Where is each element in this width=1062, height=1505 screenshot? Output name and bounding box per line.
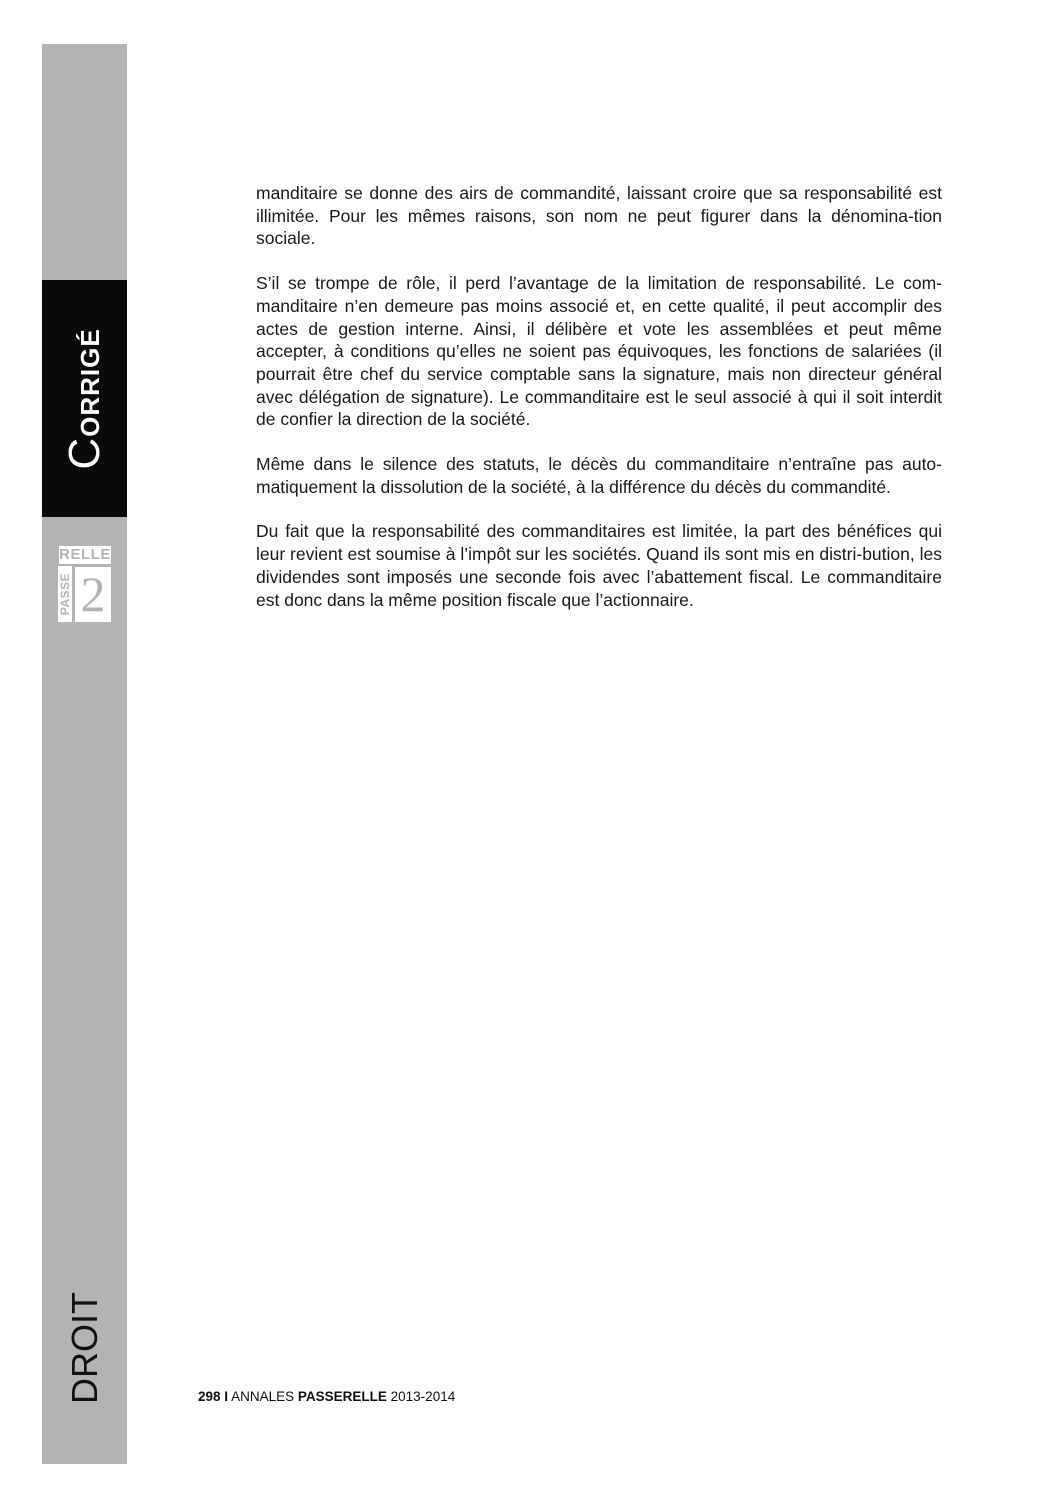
paragraph: manditaire se donne des airs de commandité, laissant croire que sa responsabilité est illimitée. Pour les mêmes raisons, son nom ne peut figurer dans la dénomina-tion sociale. [256,183,942,249]
section-label [59,327,109,470]
section-label-rest: ORRIGÉ [74,327,105,437]
section-tab-corrige [42,280,127,517]
paragraph: Du fait que la responsabilité des commanditaires est limitée, la part des bénéfices qui leur revient est soumise à l’impôt sur les sociétés. Quand ils sont mis en distri-bution, les dividendes sont imposés une seconde fois avec l’abattement fiscal. Le commanditaire est donc dans la même position fiscale que l’actionnaire. [256,521,942,610]
footer-brand: PASSERELLE [297,1389,387,1404]
logo-side-text: PASSE [58,572,72,616]
logo-top-text: RELLE [59,546,111,563]
logo-number: 2 [75,567,111,622]
footer-annales: ANNALES [231,1389,295,1404]
section-label-cap: C [59,436,109,470]
page-footer [198,1389,455,1404]
footer-years: 2013-2014 [390,1389,456,1404]
paragraph: Même dans le silence des statuts, le décès du commanditaire n’entraîne pas auto-matiquement la dissolution de la société, à la différence du décès du commandité. [256,454,942,497]
paragraph: S’il se trompe de rôle, il perd l’avantage de la limitation de responsabilité. Le com-manditaire n’en demeure pas moins associé et, en cette qualité, il peut accomplir des actes de gestion interne. Ainsi, il délibère et vote les assemblées et peut même accepter, à conditions qu’elles ne soient pas équivoques, les fonctions de salariées (il pourrait être chef du service comptable sans la signature, mais non directeur général avec délégation de signature). Le commanditaire est le seul associé à qui il soit interdit de confier la direction de la société. [256,273,942,430]
body-text [256,182,942,633]
subject-label: DROIT [63,1291,105,1404]
passerelle-2-logo [58,546,111,622]
subject-label-box [42,1290,127,1405]
side-band [42,44,127,1464]
footer-separator: I [224,1389,229,1404]
page-number: 298 [198,1389,221,1404]
logo-side-box [58,566,72,622]
